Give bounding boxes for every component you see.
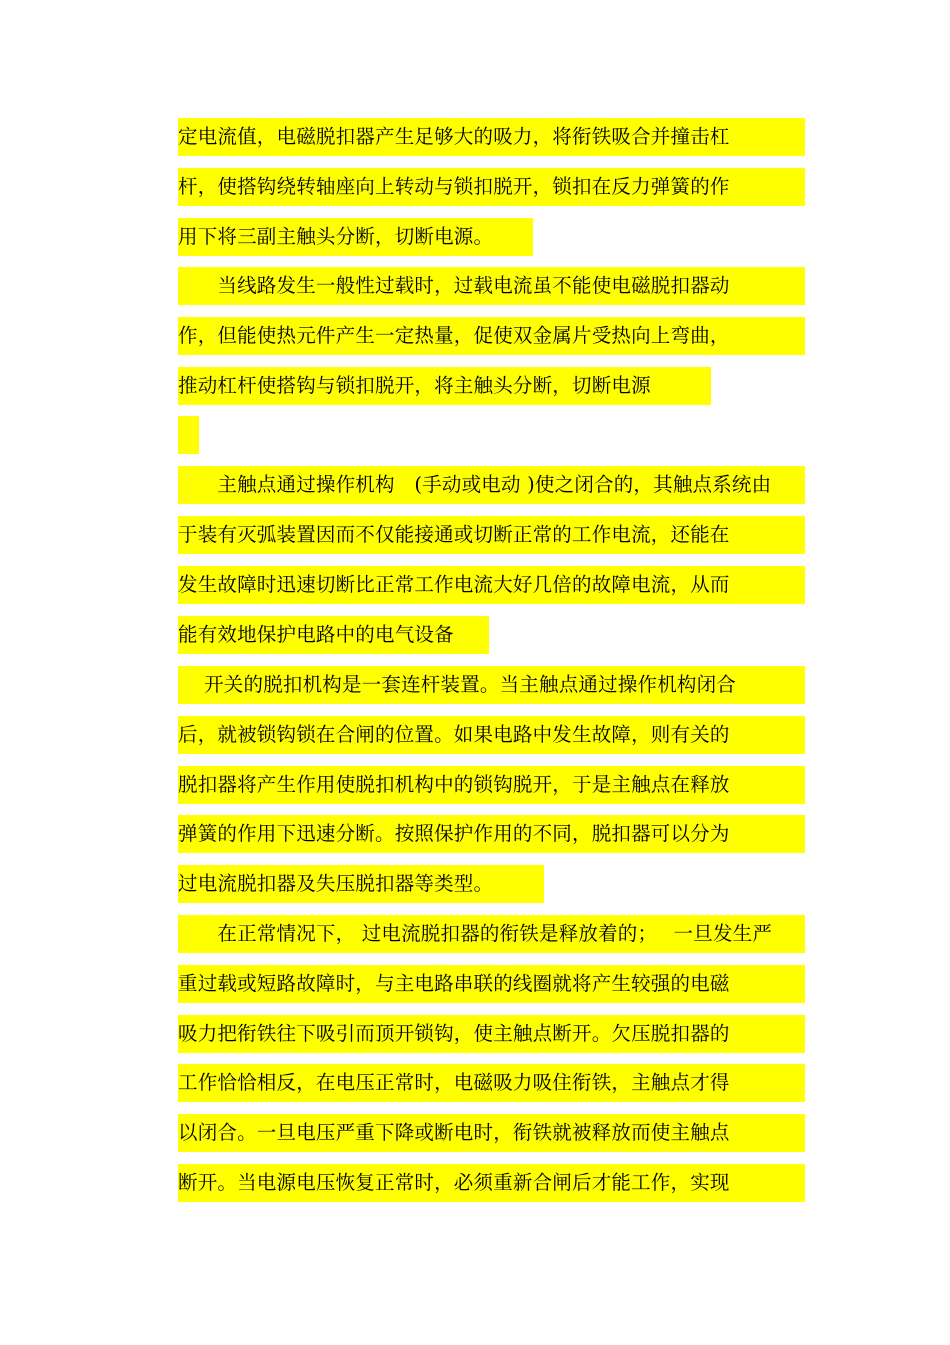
text-line: 重过载或短路故障时，与主电路串联的线圈就将产生较强的电磁 — [178, 965, 805, 1003]
text-line: 作，但能使热元件产生一定热量，促使双金属片受热向上弯曲， — [178, 317, 805, 355]
text-line: 发生故障时迅速切断比正常工作电流大好几倍的故障电流，从而 — [178, 566, 805, 604]
text-line: 过电流脱扣器及失压脱扣器等类型。 — [178, 865, 544, 903]
text-line: 断开。当电源电压恢复正常时，必须重新合闸后才能工作，实现 — [178, 1164, 805, 1202]
text-line: 在正常情况下， 过电流脱扣器的衔铁是释放着的； 一旦发生严 — [178, 915, 805, 953]
text-line: 能有效地保护电路中的电气设备 — [178, 616, 489, 654]
text-line: 弹簧的作用下迅速分断。按照保护作用的不同，脱扣器可以分为 — [178, 815, 805, 853]
text-line: 杆，使搭钩绕转轴座向上转动与锁扣脱开，锁扣在反力弹簧的作 — [178, 168, 805, 206]
text-line: 推动杠杆使搭钩与锁扣脱开，将主触头分断，切断电源 — [178, 367, 711, 405]
text-line: 后，就被锁钩锁在合闸的位置。如果电路中发生故障，则有关的 — [178, 716, 805, 754]
text-line: 开关的脱扣机构是一套连杆装置。当主触点通过操作机构闭合 — [178, 666, 805, 704]
text-line: 用下将三副主触头分断，切断电源。 — [178, 218, 533, 256]
text-line: 脱扣器将产生作用使脱扣机构中的锁钩脱开，于是主触点在释放 — [178, 766, 805, 804]
text-line: 吸力把衔铁往下吸引而顶开锁钩，使主触点断开。欠压脱扣器的 — [178, 1015, 805, 1053]
text-line: 于装有灭弧装置因而不仅能接通或切断正常的工作电流，还能在 — [178, 516, 805, 554]
text-line — [178, 416, 199, 454]
text-line: 主触点通过操作机构 (手动或电动 )使之闭合的，其触点系统由 — [178, 466, 805, 504]
text-line: 当线路发生一般性过载时，过载电流虽不能使电磁脱扣器动 — [178, 267, 805, 305]
text-line: 定电流值，电磁脱扣器产生足够大的吸力，将衔铁吸合并撞击杠 — [178, 118, 805, 156]
text-line: 工作恰恰相反，在电压正常时，电磁吸力吸住衔铁，主触点才得 — [178, 1064, 805, 1102]
text-line: 以闭合。一旦电压严重下降或断电时，衔铁就被释放而使主触点 — [178, 1114, 805, 1152]
